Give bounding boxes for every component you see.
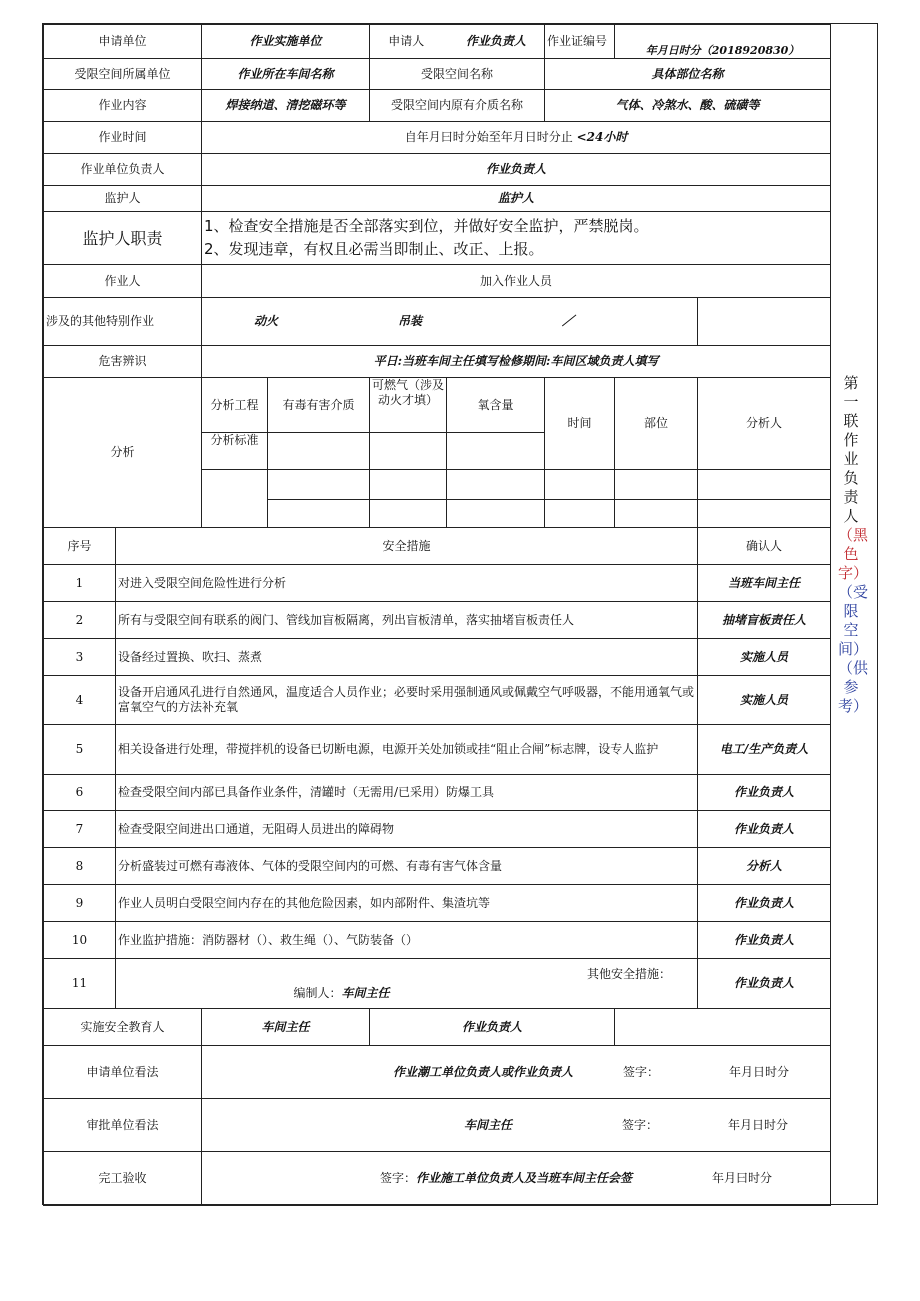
leader-label: 作业单位负责人 (44, 154, 202, 186)
analysis-item-label: 分析工程 (202, 378, 268, 433)
worker-value: 加入作业人员 (202, 265, 831, 298)
permit-sheet (42, 23, 878, 1205)
apply-sign-label: 签字： (623, 1064, 660, 1079)
analysis-col-flammable: 可燃气（涉及动火才填） (370, 378, 447, 433)
applicant-cell (370, 25, 545, 59)
space-unit-label: 受限空间所属单位 (44, 59, 202, 90)
measure-no: 10 (44, 922, 116, 959)
space-name-label: 受限空间名称 (370, 59, 545, 90)
measure-no: 11 (44, 959, 116, 1009)
time-cell (202, 122, 831, 154)
completion-label: 完工验收 (44, 1152, 202, 1206)
analysis-cell (698, 500, 831, 528)
measure-confirm: 作业负责人 (698, 775, 831, 811)
analysis-cell (370, 500, 447, 528)
edu-extra (615, 1009, 831, 1046)
special-lifting: 吊装 (398, 314, 423, 328)
special-values (202, 298, 698, 346)
special-label: 涉及的其他特别作业 (44, 298, 202, 346)
edu-value-1: 车间主任 (202, 1009, 370, 1046)
measure-text: 相关设备进行处理，带搅拌机的设备已切断电源，电源开关处加锁或挂“阻止合闸”标志牌，设专人监护 (116, 725, 698, 775)
time-limit: <24小时 (576, 130, 628, 144)
duty-label: 监护人职责 (44, 212, 202, 265)
side-note-copy: 第一联作业负责人 (843, 374, 859, 525)
measure-confirm-header: 确认人 (698, 528, 831, 565)
measure-text: 检查受限空间内部已具备作业条件，清罐时（无需用/已采用）防爆工具 (116, 775, 698, 811)
completion-value: 作业施工单位负责人及当班车间主任会签 (416, 1171, 633, 1185)
leader-value: 作业负责人 (202, 154, 831, 186)
apply-opinion-value: 作业潮工单位负责人或作业负责人 (393, 1064, 574, 1079)
applicant-value: 作业负责人 (465, 34, 526, 48)
guardian-value: 监护人 (202, 186, 831, 212)
measure-confirm: 作业负责人 (698, 922, 831, 959)
content-value: 焊接纳道、清挖磁环等 (202, 90, 370, 122)
measure-confirm: 实施人员 (698, 639, 831, 676)
space-name-value: 具体部位名称 (545, 59, 831, 90)
analysis-cell (370, 433, 447, 470)
measure-no: 8 (44, 848, 116, 885)
measure-confirm: 当班车间主任 (698, 565, 831, 602)
special-extra (698, 298, 831, 346)
side-note-ref: （供参考） (838, 659, 869, 715)
measure-no: 1 (44, 565, 116, 602)
apply-opinion-cell (202, 1046, 831, 1099)
measure-confirm: 电工/生产负责人 (698, 725, 831, 775)
analysis-cell (370, 470, 447, 500)
measure-other-cell (116, 959, 698, 1009)
medium-label: 受限空间内原有介质名称 (370, 90, 545, 122)
edu-value-2: 作业负责人 (370, 1009, 615, 1046)
measure-text: 所有与受限空间有联系的阀门、管线加盲板隔离，列出盲板清单，落实抽堵盲板责任人 (116, 602, 698, 639)
completion-cell (202, 1152, 831, 1206)
duty-line-1: 1、检查安全措施是否全部落实到位，并做好安全监护，严禁脱岗。 (204, 217, 649, 235)
analysis-cell (545, 500, 615, 528)
time-label: 作业时间 (44, 122, 202, 154)
analysis-cell (698, 470, 831, 500)
analysis-cell (615, 500, 698, 528)
hazard-label: 危害辨识 (44, 346, 202, 378)
approve-opinion-label: 审批单位看法 (44, 1099, 202, 1152)
guardian-label: 监护人 (44, 186, 202, 212)
measure-text: 设备开启通风孔进行自然通风，温度适合人员作业；必要时采用强制通风或佩戴空气呼吸器，不能用通氧气或富氧空气的方法补充氧 (116, 676, 698, 725)
hazard-value: 平日:当班车间主任填写检修期间:车间区域负责人填写 (202, 346, 831, 378)
apply-opinion-label: 申请单位看法 (44, 1046, 202, 1099)
medium-value: 气体、冷煞水、酸、硫磺等 (545, 90, 831, 122)
measure-no: 2 (44, 602, 116, 639)
measure-confirm: 作业负责人 (698, 811, 831, 848)
analysis-col-analyst: 分析人 (698, 378, 831, 470)
editor-label: 编制人： (293, 985, 342, 1000)
measure-no: 4 (44, 676, 116, 725)
analysis-cell (447, 470, 545, 500)
analysis-col-location: 部位 (615, 378, 698, 470)
measure-text: 对进入受限空间危险性进行分析 (116, 565, 698, 602)
completion-sign-label: 签字： (380, 1171, 417, 1185)
content-label: 作业内容 (44, 90, 202, 122)
analysis-cell (268, 433, 370, 470)
analysis-cell (268, 470, 370, 500)
measure-no: 3 (44, 639, 116, 676)
worker-label: 作业人 (44, 265, 202, 298)
approve-sign-label: 签字： (622, 1117, 659, 1132)
special-hotwork: 动火 (254, 314, 279, 328)
permit-form (43, 24, 831, 1206)
measure-confirm: 抽堵盲板责任人 (698, 602, 831, 639)
side-note-color: （黑色字） (838, 526, 869, 582)
analysis-col-time: 时间 (545, 378, 615, 470)
measure-text: 设备经过置换、吹扫、蒸煮 (116, 639, 698, 676)
analysis-cell (615, 470, 698, 500)
measure-confirm: 分析人 (698, 848, 831, 885)
analysis-col-toxic: 有毒有害介质 (268, 378, 370, 433)
measure-text: 分析盛装过可燃有毒液体、气体的受限空间内的可燃、有毒有害气体含量 (116, 848, 698, 885)
measure-other-label: 其他安全措施： (587, 966, 672, 981)
analysis-cell (268, 500, 370, 528)
analysis-col-oxygen: 氧含量 (447, 378, 545, 433)
apply-unit-label: 申请单位 (44, 25, 202, 59)
measure-seq-header: 序号 (44, 528, 116, 565)
apply-datetime: 年月日时分 (729, 1064, 790, 1079)
measure-no: 5 (44, 725, 116, 775)
edu-label: 实施安全教育人 (44, 1009, 202, 1046)
measure-no: 9 (44, 885, 116, 922)
side-note (838, 374, 869, 716)
permit-no-value: 年月日时分（2018920830） (615, 25, 831, 59)
analysis-cell (447, 433, 545, 470)
approve-opinion-value: 车间主任 (464, 1117, 513, 1132)
analysis-label: 分析 (44, 378, 202, 528)
space-unit-value: 作业所在车间名称 (202, 59, 370, 90)
measure-text: 作业监护措施：消防器材（）、救生绳（）、气防装备（） (116, 922, 698, 959)
duty-line-2: 2、发现违章，有权且必需当即制止、改正、上报。 (204, 240, 544, 258)
measure-no: 7 (44, 811, 116, 848)
analysis-cell (447, 500, 545, 528)
time-value: 自年月曰时分始至年月日时分止 (404, 130, 573, 144)
duty-text (202, 212, 831, 265)
side-note-type: （受限空间） (838, 583, 869, 658)
measure-confirm: 作业负责人 (698, 885, 831, 922)
special-none: ／ (562, 314, 575, 328)
measure-header: 安全措施 (116, 528, 698, 565)
measure-no: 6 (44, 775, 116, 811)
approve-opinion-cell (202, 1099, 831, 1152)
applicant-label: 申请人 (388, 34, 425, 48)
completion-datetime: 年月曰时分 (712, 1171, 773, 1185)
editor-value: 车间主任 (341, 985, 390, 1000)
measure-confirm: 实施人员 (698, 676, 831, 725)
approve-datetime: 年月日时分 (728, 1117, 789, 1132)
analysis-std-label: 分析标准 (202, 433, 268, 470)
apply-unit-value: 作业实施单位 (202, 25, 370, 59)
measure-text: 作业人员明白受限空间内存在的其他危险因素，如内部附件、集渣坑等 (116, 885, 698, 922)
measure-confirm: 作业负责人 (698, 959, 831, 1009)
measure-text: 检查受限空间进出口通道，无阻碍人员进出的障碍物 (116, 811, 698, 848)
permit-no-label: 作业证编号 (545, 25, 615, 59)
analysis-cell (202, 470, 268, 528)
analysis-cell (545, 470, 615, 500)
